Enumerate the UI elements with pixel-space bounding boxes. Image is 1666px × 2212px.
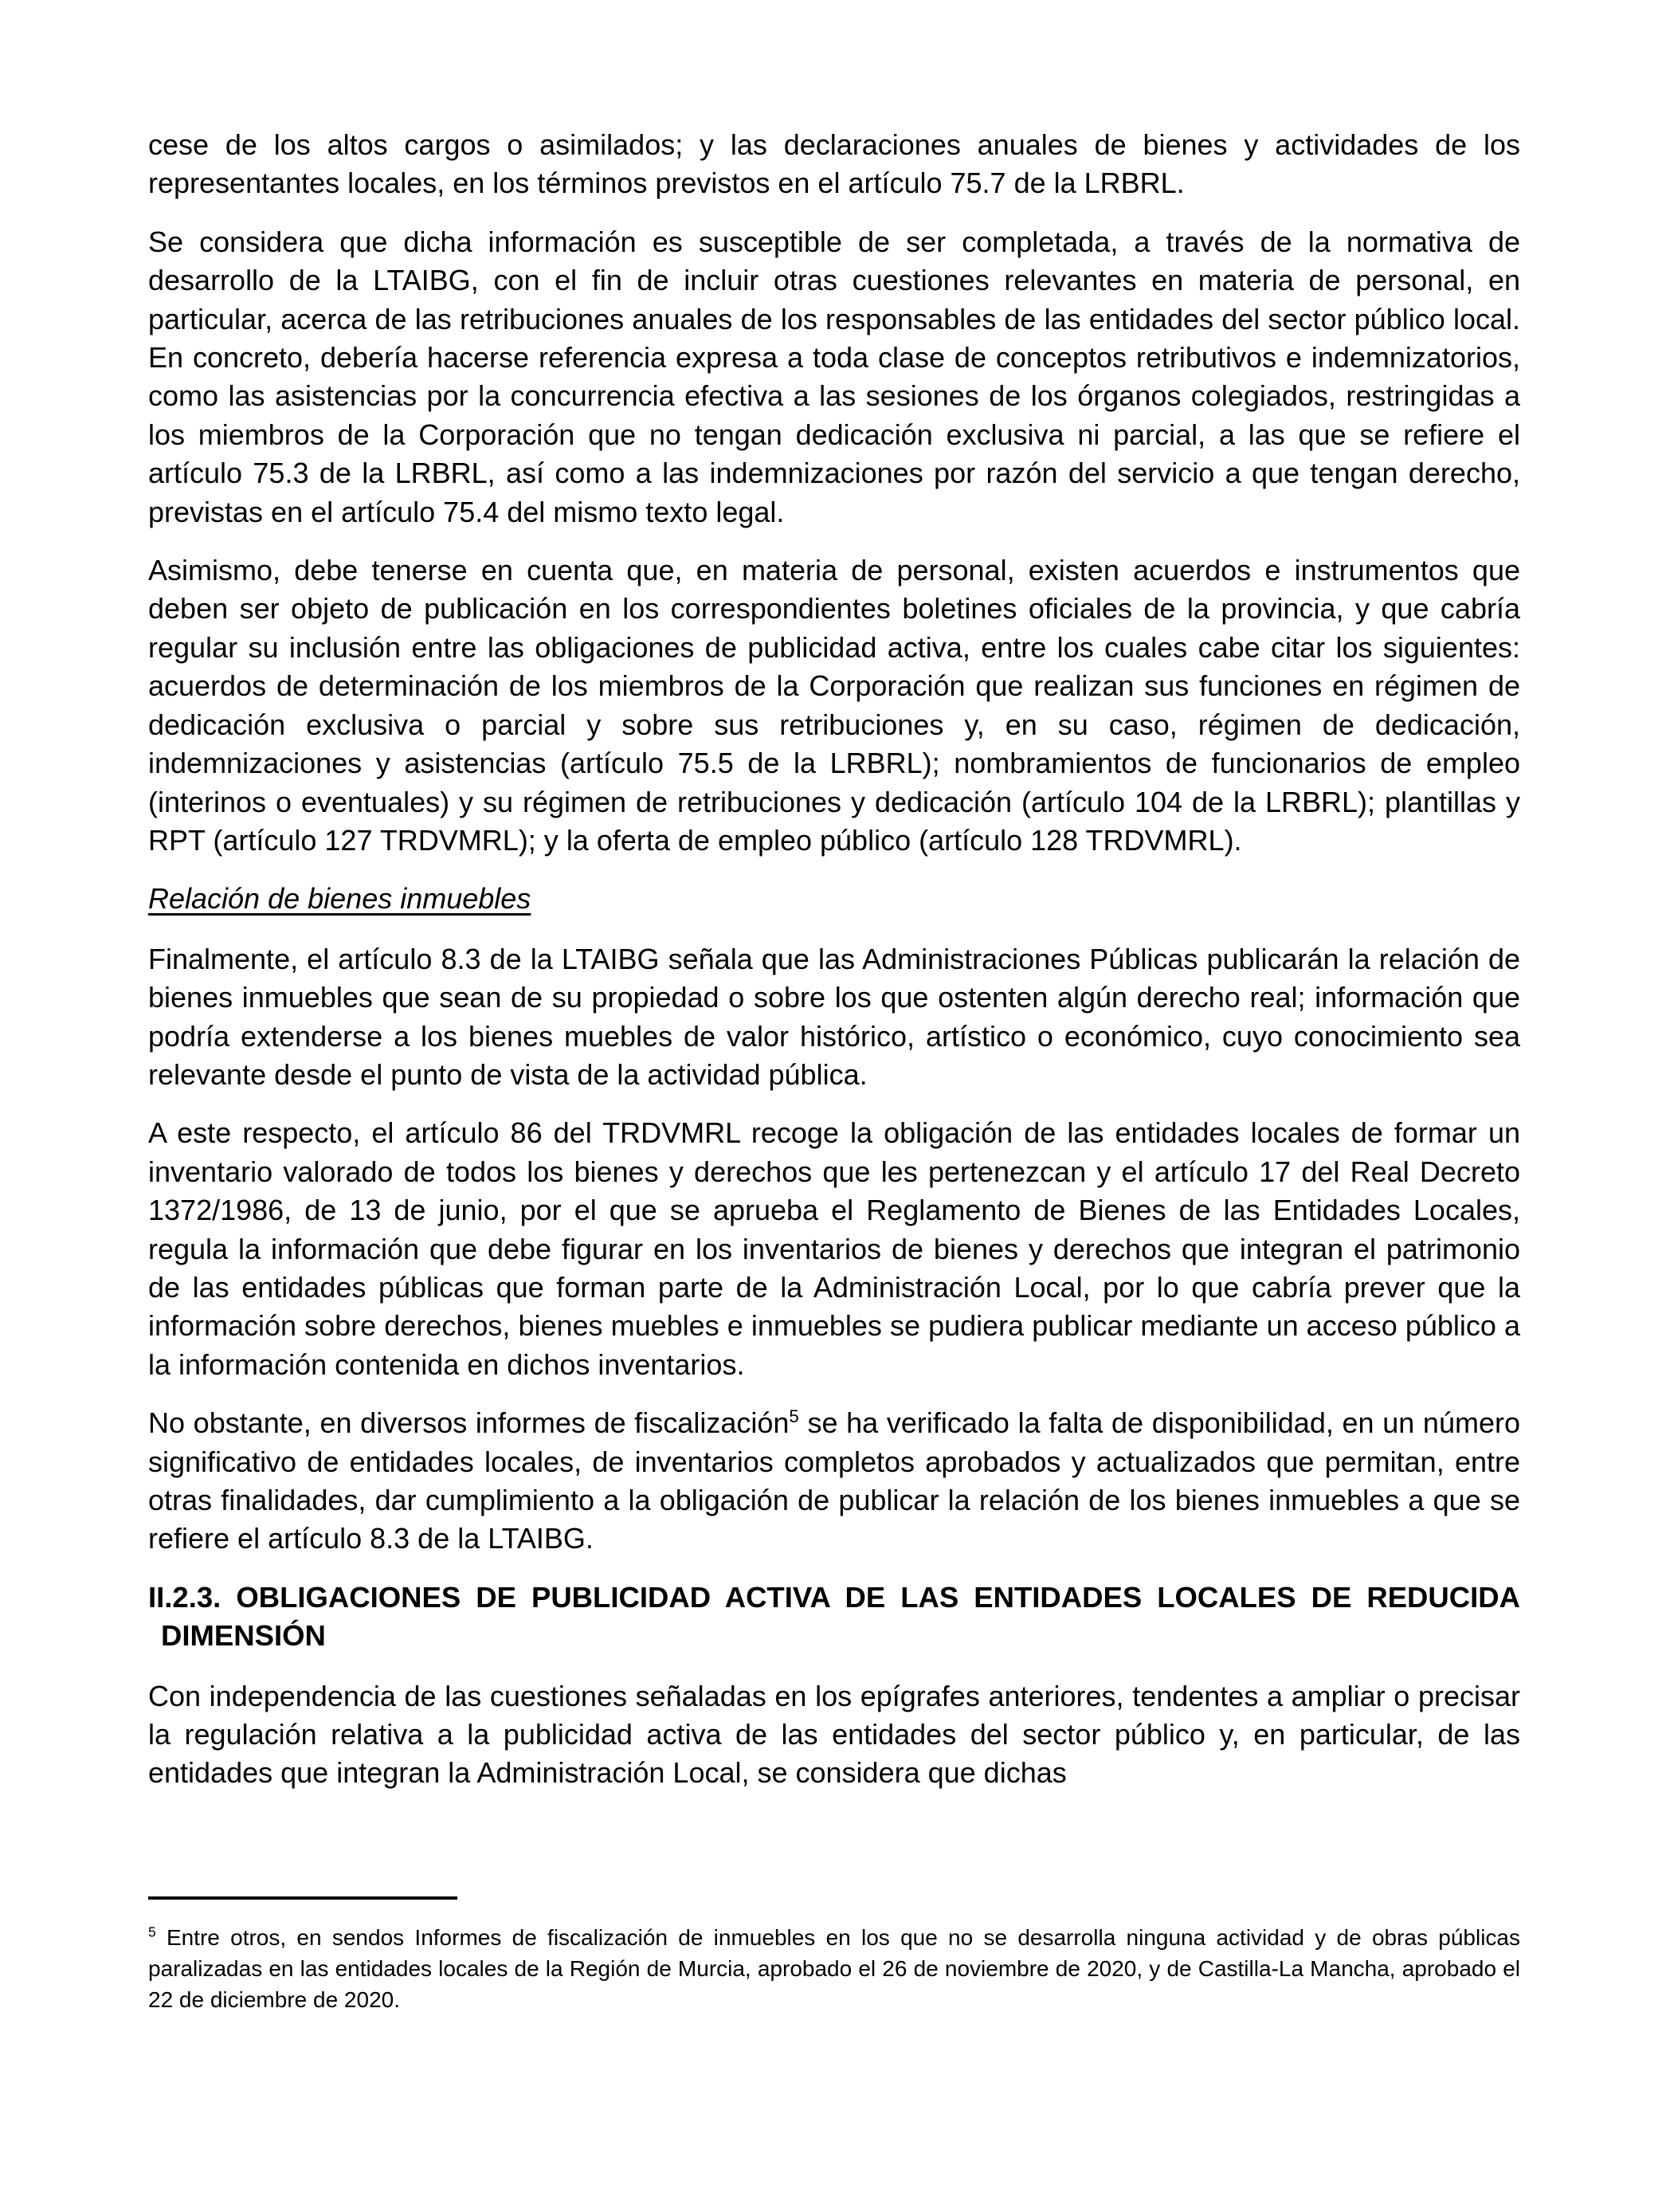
paragraph-no-obstante-text-before: No obstante, en diversos informes de fiscalización: [148, 1406, 790, 1440]
subheading-relacion-bienes-inmuebles: Relación de bienes inmuebles: [148, 882, 531, 916]
footnote-area: [148, 1896, 1520, 2015]
footnote-reference-5: 5: [789, 1406, 799, 1427]
section-title: OBLIGACIONES DE PUBLICIDAD ACTIVA DE LAS ENTIDADES LOCALES DE REDUCIDA DIMENSIÓN: [161, 1580, 1520, 1653]
footnote-5-marker: 5: [148, 1924, 156, 1940]
footnote-5: [148, 1922, 1520, 2015]
paragraph-se-considera: Se considera que dicha información es susceptible de ser completada, a través de la normativa de desarrollo de la LTAIBG, con el fin de incluir otras cuestiones relevantes en materia de personal, en particular, acerca de las retribuciones anuales de los responsables de las entidades del sector público local. En concreto, debería hacerse referencia expresa a toda clase de conceptos retributivos e indemnizatorios, como las asistencias por la concurrencia efectiva a las sesiones de los órganos colegiados, restringidas a los miembros de la Corporación que no tengan dedicación exclusiva ni parcial, a las que se refiere el artículo 75.3 de la LRBRL, así como a las indemnizaciones por razón del servicio a que tengan derecho, previstas en el artículo 75.4 del mismo texto legal.: [148, 225, 1520, 528]
footnote-5-text: Entre otros, en sendos Informes de fiscalización de inmuebles en los que no se desarrolla ninguna actividad y de obras públicas paralizadas en las entidades locales de la Región de Murcia, aprobado el 26 de noviembre de 2020, y de Castilla-La Mancha, aprobado el 22 de diciembre de 2020.: [148, 1925, 1520, 2012]
paragraph-finalmente: Finalmente, el artículo 8.3 de la LTAIBG señala que las Administraciones Públicas publicarán la relación de bienes inmuebles que sean de su propiedad o sobre los que ostenten algún derecho real; información que podría extenderse a los bienes muebles de valor histórico, artístico o económico, cuyo conocimiento sea relevante desde el punto de vista de la actividad pública.: [148, 942, 1520, 1091]
paragraph-asimismo: Asimismo, debe tenerse en cuenta que, en materia de personal, existen acuerdos e instrumentos que deben ser objeto de publicación en los correspondientes boletines oficiales de la provincia, y que cabría regular su inclusión entre las obligaciones de publicidad activa, entre los cuales cabe citar los siguientes: acuerdos de determinación de los miembros de la Corporación que realizan sus funciones en régimen de dedicación exclusiva o parcial y sobre sus retribuciones y, en su caso, régimen de dedicación, indemnizaciones y asistencias (artículo 75.5 de la LRBRL); nombramientos de funcionarios de empleo (interinos o eventuales) y su régimen de retribuciones y dedicación (artículo 104 de la LRBRL); plantillas y RPT (artículo 127 TRDVMRL); y la oferta de empleo público (artículo 128 TRDVMRL).: [148, 554, 1520, 857]
footnote-separator-rule: [148, 1896, 457, 1900]
section-heading-ii-2-3: [148, 1579, 1520, 1656]
paragraph-cese-altos-cargos: cese de los altos cargos o asimilados; y las declaraciones anuales de bienes y actividades de los representantes locales, en los términos previstos en el artículo 75.7 de la LRBRL.: [148, 128, 1520, 200]
paragraph-con-independencia: Con independencia de las cuestiones señaladas en los epígrafes anteriores, tendentes a ampliar o precisar la regulación relativa a la publicidad activa de las entidades del sector público y, en particular, de las entidades que integran la Administración Local, se considera que dichas: [148, 1679, 1520, 1790]
section-number: II.2.3.: [148, 1580, 221, 1614]
document-body: [148, 126, 1520, 1813]
paragraph-no-obstante: [148, 1404, 1520, 1559]
paragraph-a-este-respecto: A este respecto, el artículo 86 del TRDVMRL recoge la obligación de las entidades locales de formar un inventario valorado de todos los bienes y derechos que les pertenezcan y el artículo 17 del Real Decreto 1372/1986, de 13 de junio, por el que se aprueba el Reglamento de Bienes de las Entidades Locales, regula la información que debe figurar en los inventarios de bienes y derechos que integran el patrimonio de las entidades públicas que forman parte de la Administración Local, por lo que cabría prever que la información sobre derechos, bienes muebles e inmuebles se pudiera publicar mediante un acceso público a la información contenida en dichos inventarios.: [148, 1116, 1520, 1381]
paragraph-no-obstante-text-after: se ha verificado la falta de disponibilidad, en un número significativo de entidades locales, de inventarios completos aprobados y actualizados que permitan, entre otras finalidades, dar cumplimiento a la obligación de publicar la relación de los bienes inmuebles a que se refiere el artículo 8.3 de la LTAIBG.: [148, 1406, 1520, 1555]
